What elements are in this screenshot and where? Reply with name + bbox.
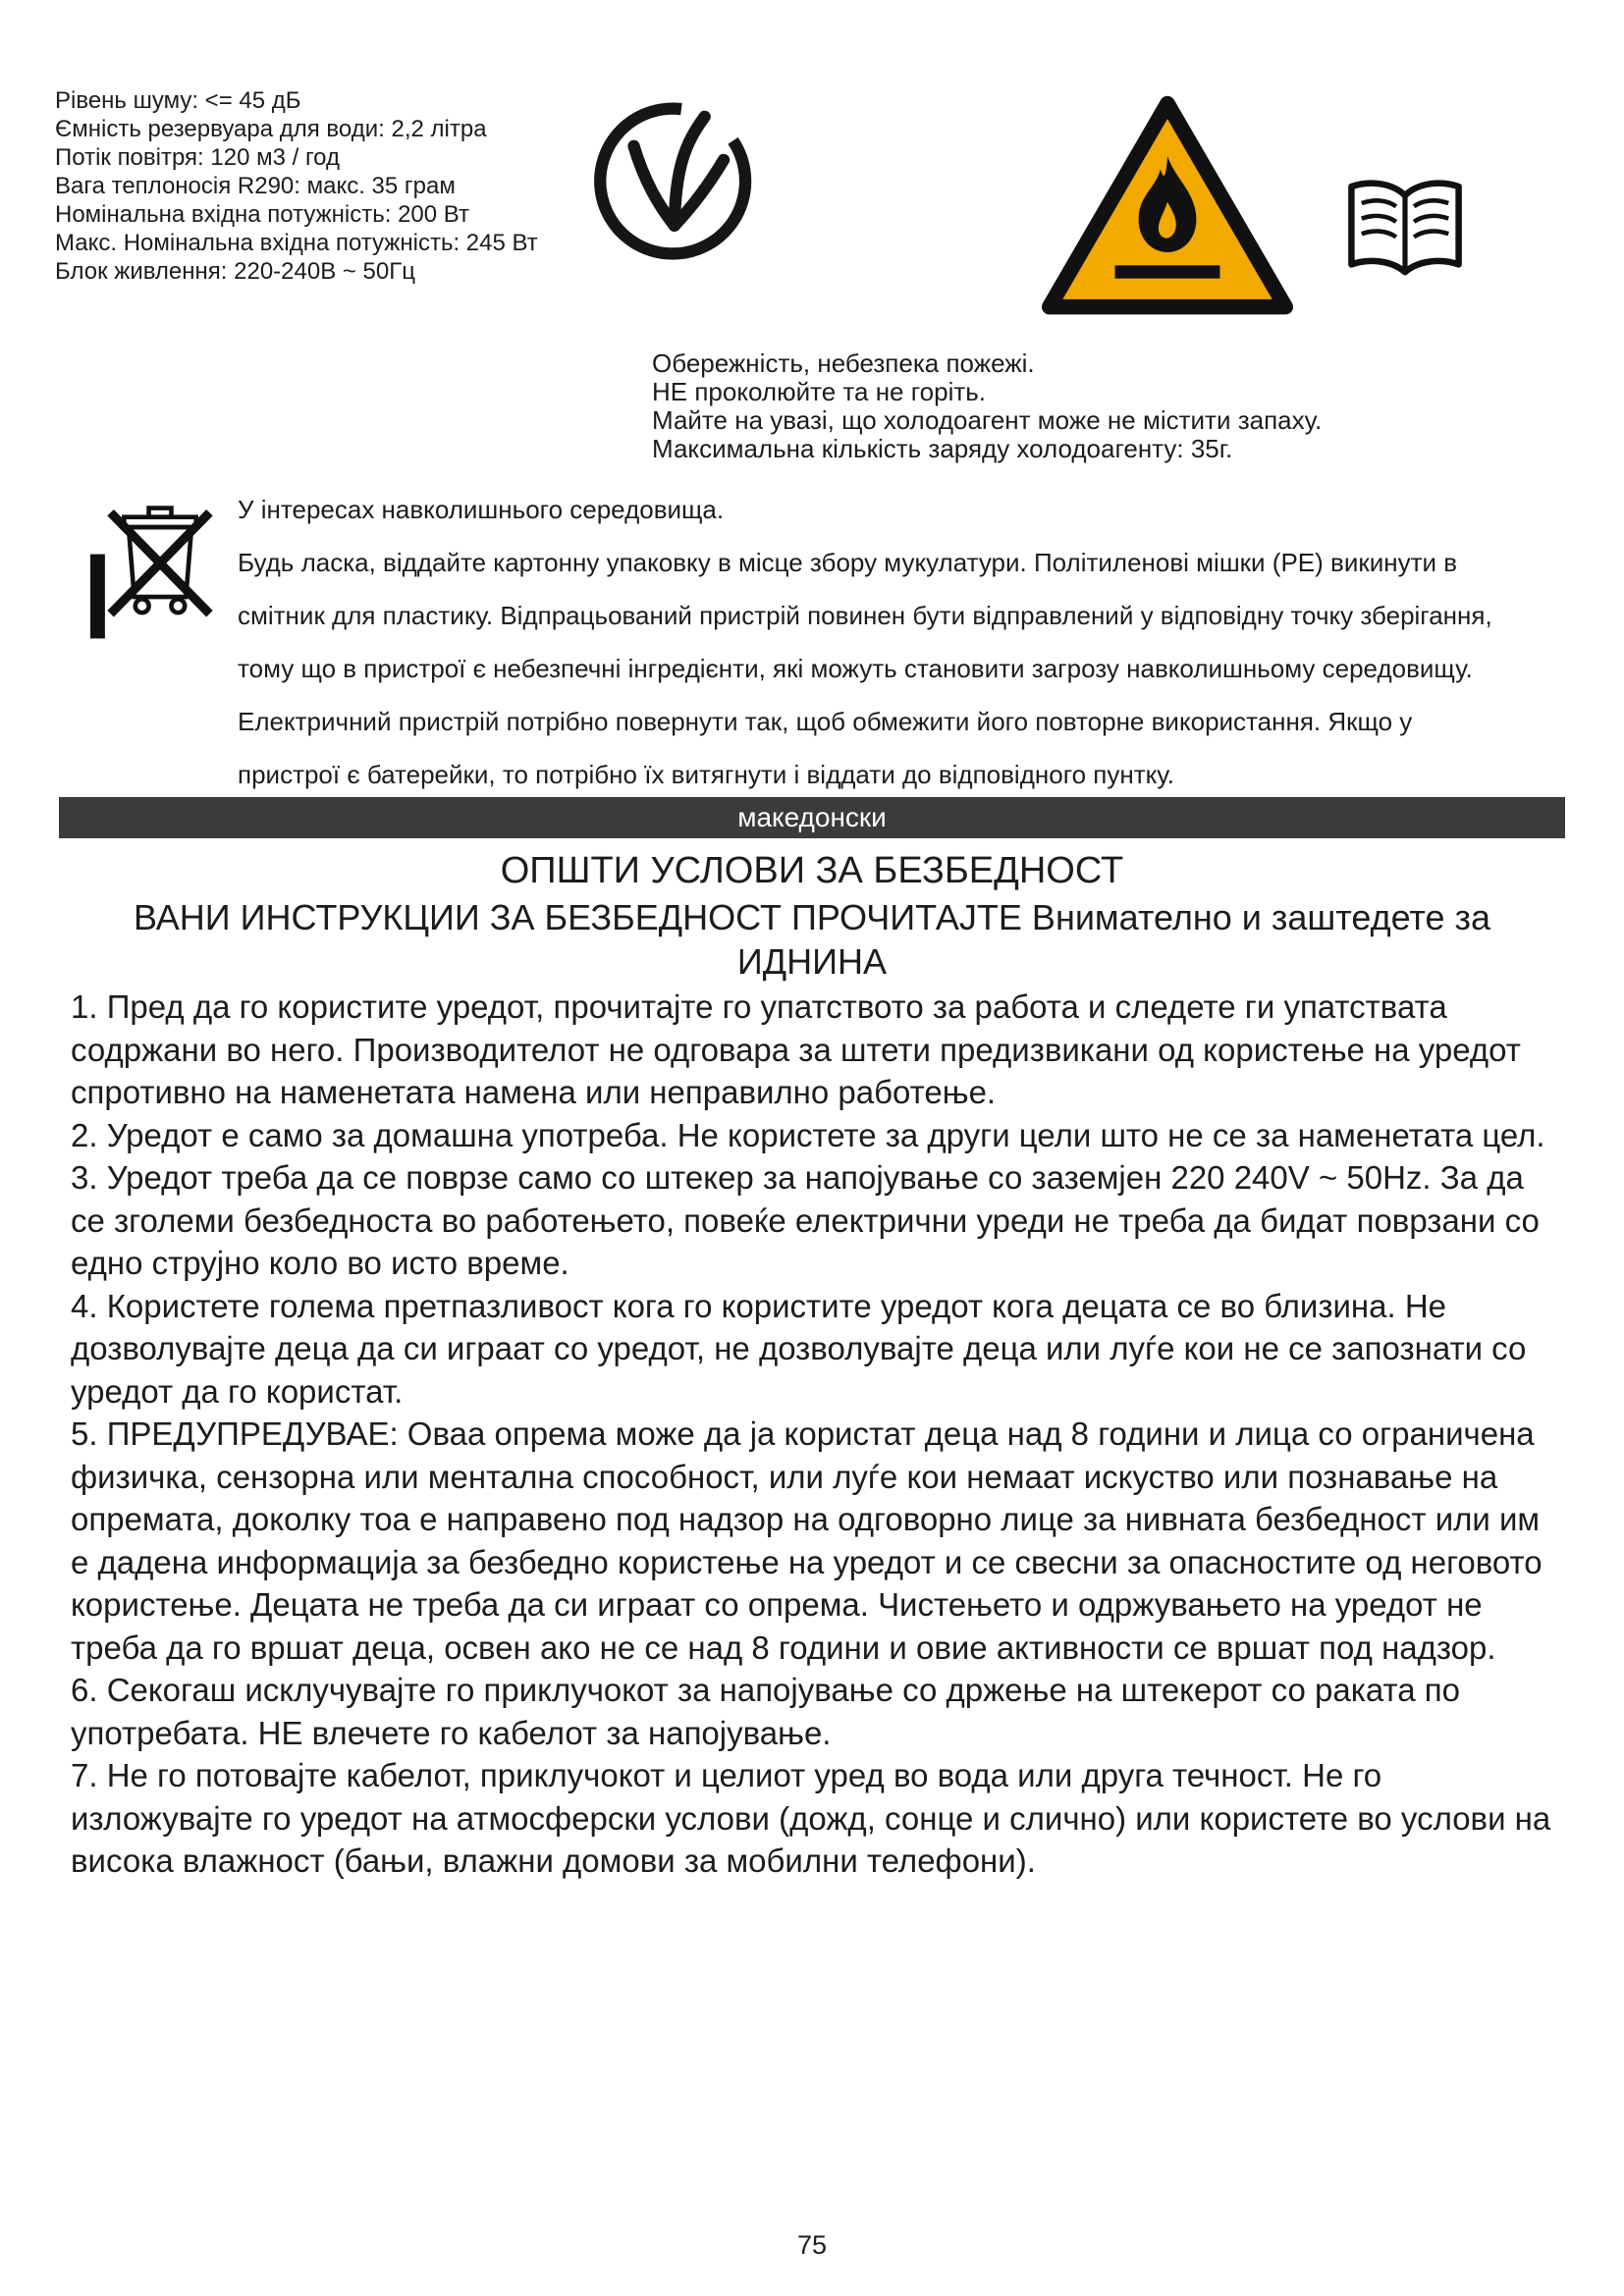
fire-warning-notes bbox=[652, 349, 1322, 463]
section-title: ОПШТИ УСЛОВИ ЗА БЕЗБЕДНОСТ bbox=[500, 850, 1124, 891]
flammable-warning-icon bbox=[1035, 88, 1300, 320]
instruction-item: 4. Користете голема претпазливост кога го користите уредот кога децата се во близина. Не дозволувајте деца да си играат со уредот, не дозволувајте деца или луѓе кои не се запознати со уредот да го користат. bbox=[71, 1287, 1527, 1410]
read-manual-icon bbox=[1341, 169, 1469, 289]
fire-warning-line: НЕ проколюйте та не горіть. bbox=[652, 377, 987, 406]
instruction-item: 3. Уредот треба да се поврзе само со штекер за напојување со заземјен 220 240V ~ 50Hz. За да се зголеми безбедноста во работењето, повеќе електрични уреди не треба да бидат поврзани со едно струјно коло во исто време. bbox=[71, 1159, 1540, 1281]
recycling-intro: У інтересах навколишнього середовища. bbox=[238, 495, 725, 524]
weee-crossed-bin-icon bbox=[90, 491, 214, 640]
instruction-item: 6. Секогаш исклучувајте го приклучокот за напојување со држење на штекерот со раката по употребата. НЕ влечете го кабелот за напојување. bbox=[71, 1672, 1460, 1751]
section-subtitle: ВАНИ ИНСТРУКЦИИ ЗА БЕЗБЕДНОСТ ПРОЧИТАЈТЕ Внимателно и заштедете за ИДНИНА bbox=[133, 897, 1491, 982]
ua-conformity-mark-icon bbox=[587, 94, 760, 267]
spec-line: Потік повітря: 120 м3 / год bbox=[55, 144, 341, 171]
recycling-text bbox=[238, 483, 1520, 801]
instruction-item: 1. Пред да го користите уредот, прочитајте го упатството за работа и следете ги упатствата содржани во него. Производителот не одговара за штети предизвикани од користење на уредот спротивно на наменетата намена или неправилно работење. bbox=[71, 988, 1521, 1110]
fire-warning-line: Максимальна кількість заряду холодоагенту: 35г. bbox=[652, 434, 1233, 463]
instruction-item: 2. Уредот е само за домашна употреба. Не користете за други цели што не се за наменетата цел. bbox=[71, 1116, 1545, 1153]
weee-bar bbox=[90, 555, 105, 639]
instruction-list bbox=[71, 986, 1559, 1883]
page-number: 75 bbox=[796, 2230, 828, 2260]
spec-line: Макс. Номінальна вхідна потужність: 245 Вт bbox=[55, 230, 538, 256]
recycling-section bbox=[90, 483, 1520, 801]
fire-warning-line: Майте на увазі, що холодоагент може не містити запаху. bbox=[652, 405, 1323, 435]
language-banner: македонски bbox=[59, 797, 1565, 838]
spec-line: Рівень шуму: <= 45 дБ bbox=[55, 87, 301, 114]
fire-warning-line: Обережність, небезпека пожежі. bbox=[652, 348, 1035, 378]
recycling-body: Будь ласка, віддайте картонну упаковку в місце збору мукулатури. Політиленові мішки (PE) викинути в смітник для пластику. Відпрацьований пристрій повинен бути відправлений у відповідну точку зберігання, тому що в пристрої є небезпечні інгредієнти, які можуть становити загрозу навколишньому середовищу. Електричний пристрій потрібно повернути так, щоб обмежити його повторне використання. Якщо у пристрої є батерейки, то потрібно їх витягнути і віддати до відповідного пунтку. bbox=[238, 548, 1492, 789]
spec-list bbox=[55, 86, 538, 286]
spec-line: Вага теплоносія R290: макс. 35 грам bbox=[55, 173, 456, 199]
spec-line: Номінальна вхідна потужність: 200 Вт bbox=[55, 201, 469, 228]
spec-line: Блок живлення: 220-240В ~ 50Гц bbox=[55, 258, 415, 285]
instruction-item: 5. ПРЕДУПРЕДУВАЕ: Оваа опрема може да ја користат деца над 8 години и лица со ограничена физичка, сензорна или ментална способност, или луѓе кои немаат искуство или познавање на опремата, доколку тоа е направено под надзор на одговорно лице за нивната безбедност или им е дадена информација за безбедно користење на уредот и се свесни за опасностите од неговото користење. Децата не треба да си играат со опрема. Чистењето и одржувањето на уредот не треба да го вршат деца, освен ако не се над 8 години и овие активности се вршат под надзор. bbox=[71, 1415, 1543, 1666]
spec-line: Ємність резервуара для води: 2,2 літра bbox=[55, 116, 487, 142]
instruction-item: 7. Не го потовајте кабелот, приклучокот и целиот уред во вода или друга течност. Не го изложувајте го уредот на атмосферски услови (дожд, сонце и слично) или користете во услови на висока влажност (бањи, влажни домови за мобилни телефони). bbox=[71, 1757, 1551, 1879]
